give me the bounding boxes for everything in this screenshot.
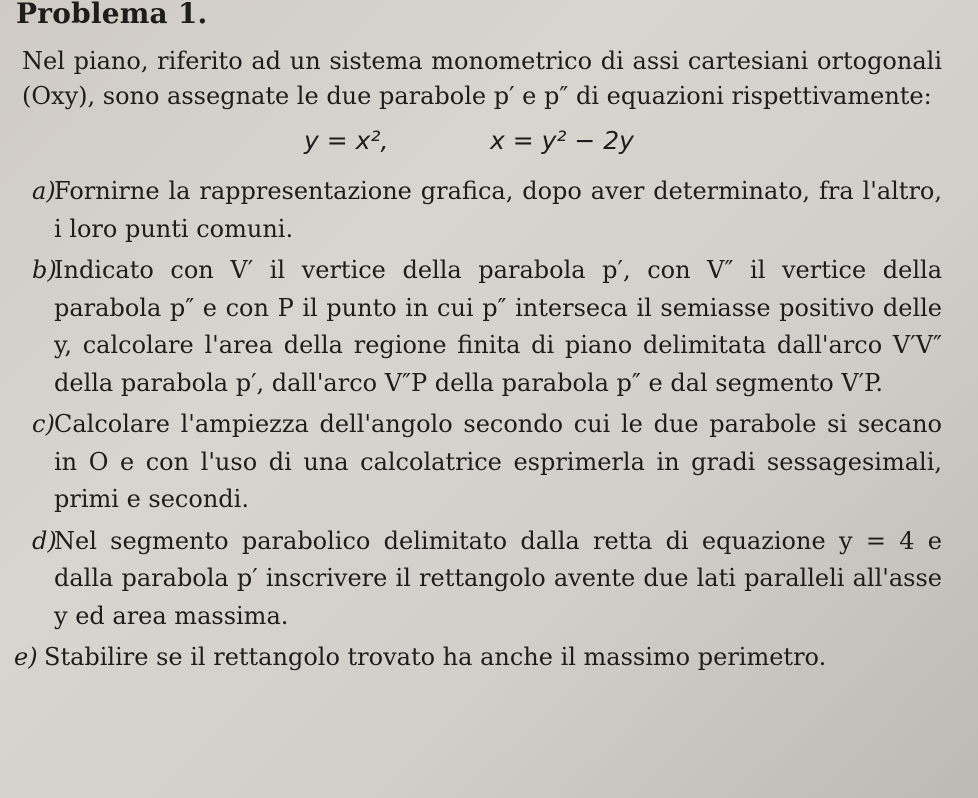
question-text: Indicato con V′ il vertice della parabola p′, con V″ il vertice della parabola p″ e con P il punto in cui p″ interseca il semiasse positivo delle y, calcolare l'area della regione finita di piano delimitata dall'arco V′V″ della parabola p′, dall'arco V″P della parabola p″ e dal segmento V′P. [54,256,942,397]
question-d [14,523,942,636]
question-label: e) [14,643,38,671]
question-text: Stabilire se il rettangolo trovato ha anche il massimo perimetro. [44,643,827,671]
question-a [14,173,942,248]
equation-parabola-p2: x = y² − 2y [489,126,634,155]
problem-title: Problema 1. [16,0,208,30]
problem-intro: Nel piano, riferito ad un sistema monometrico di assi cartesiani ortogonali (Oxy), sono assegnate le due parabole p′ e p″ di equazioni rispettivamente: [22,47,942,110]
question-text: Fornirne la rappresentazione grafica, dopo aver determinato, fra l'altro, i loro punti comuni. [54,177,942,243]
question-e [14,639,942,677]
equation-parabola-p1: y = x², [304,126,389,155]
question-label: d) [32,526,57,555]
question-label: b) [32,256,57,284]
question-b [14,252,942,402]
question-label: a) [32,177,56,205]
question-text: Calcolare l'ampiezza dell'angolo secondo cui le due parabole si secano in O e con l'uso di una calcolatrice esprimerla in gradi sessagesimali, primi e secondi. [54,410,942,513]
question-c [14,406,942,519]
equations-line [14,123,942,159]
question-text: Nel segmento parabolico delimitato dalla retta di equazione y = 4 e dalla parabola p′ inscrivere il rettangolo avente due lati paralleli all'asse y ed area massima. [54,526,942,630]
question-label: c) [32,410,55,438]
